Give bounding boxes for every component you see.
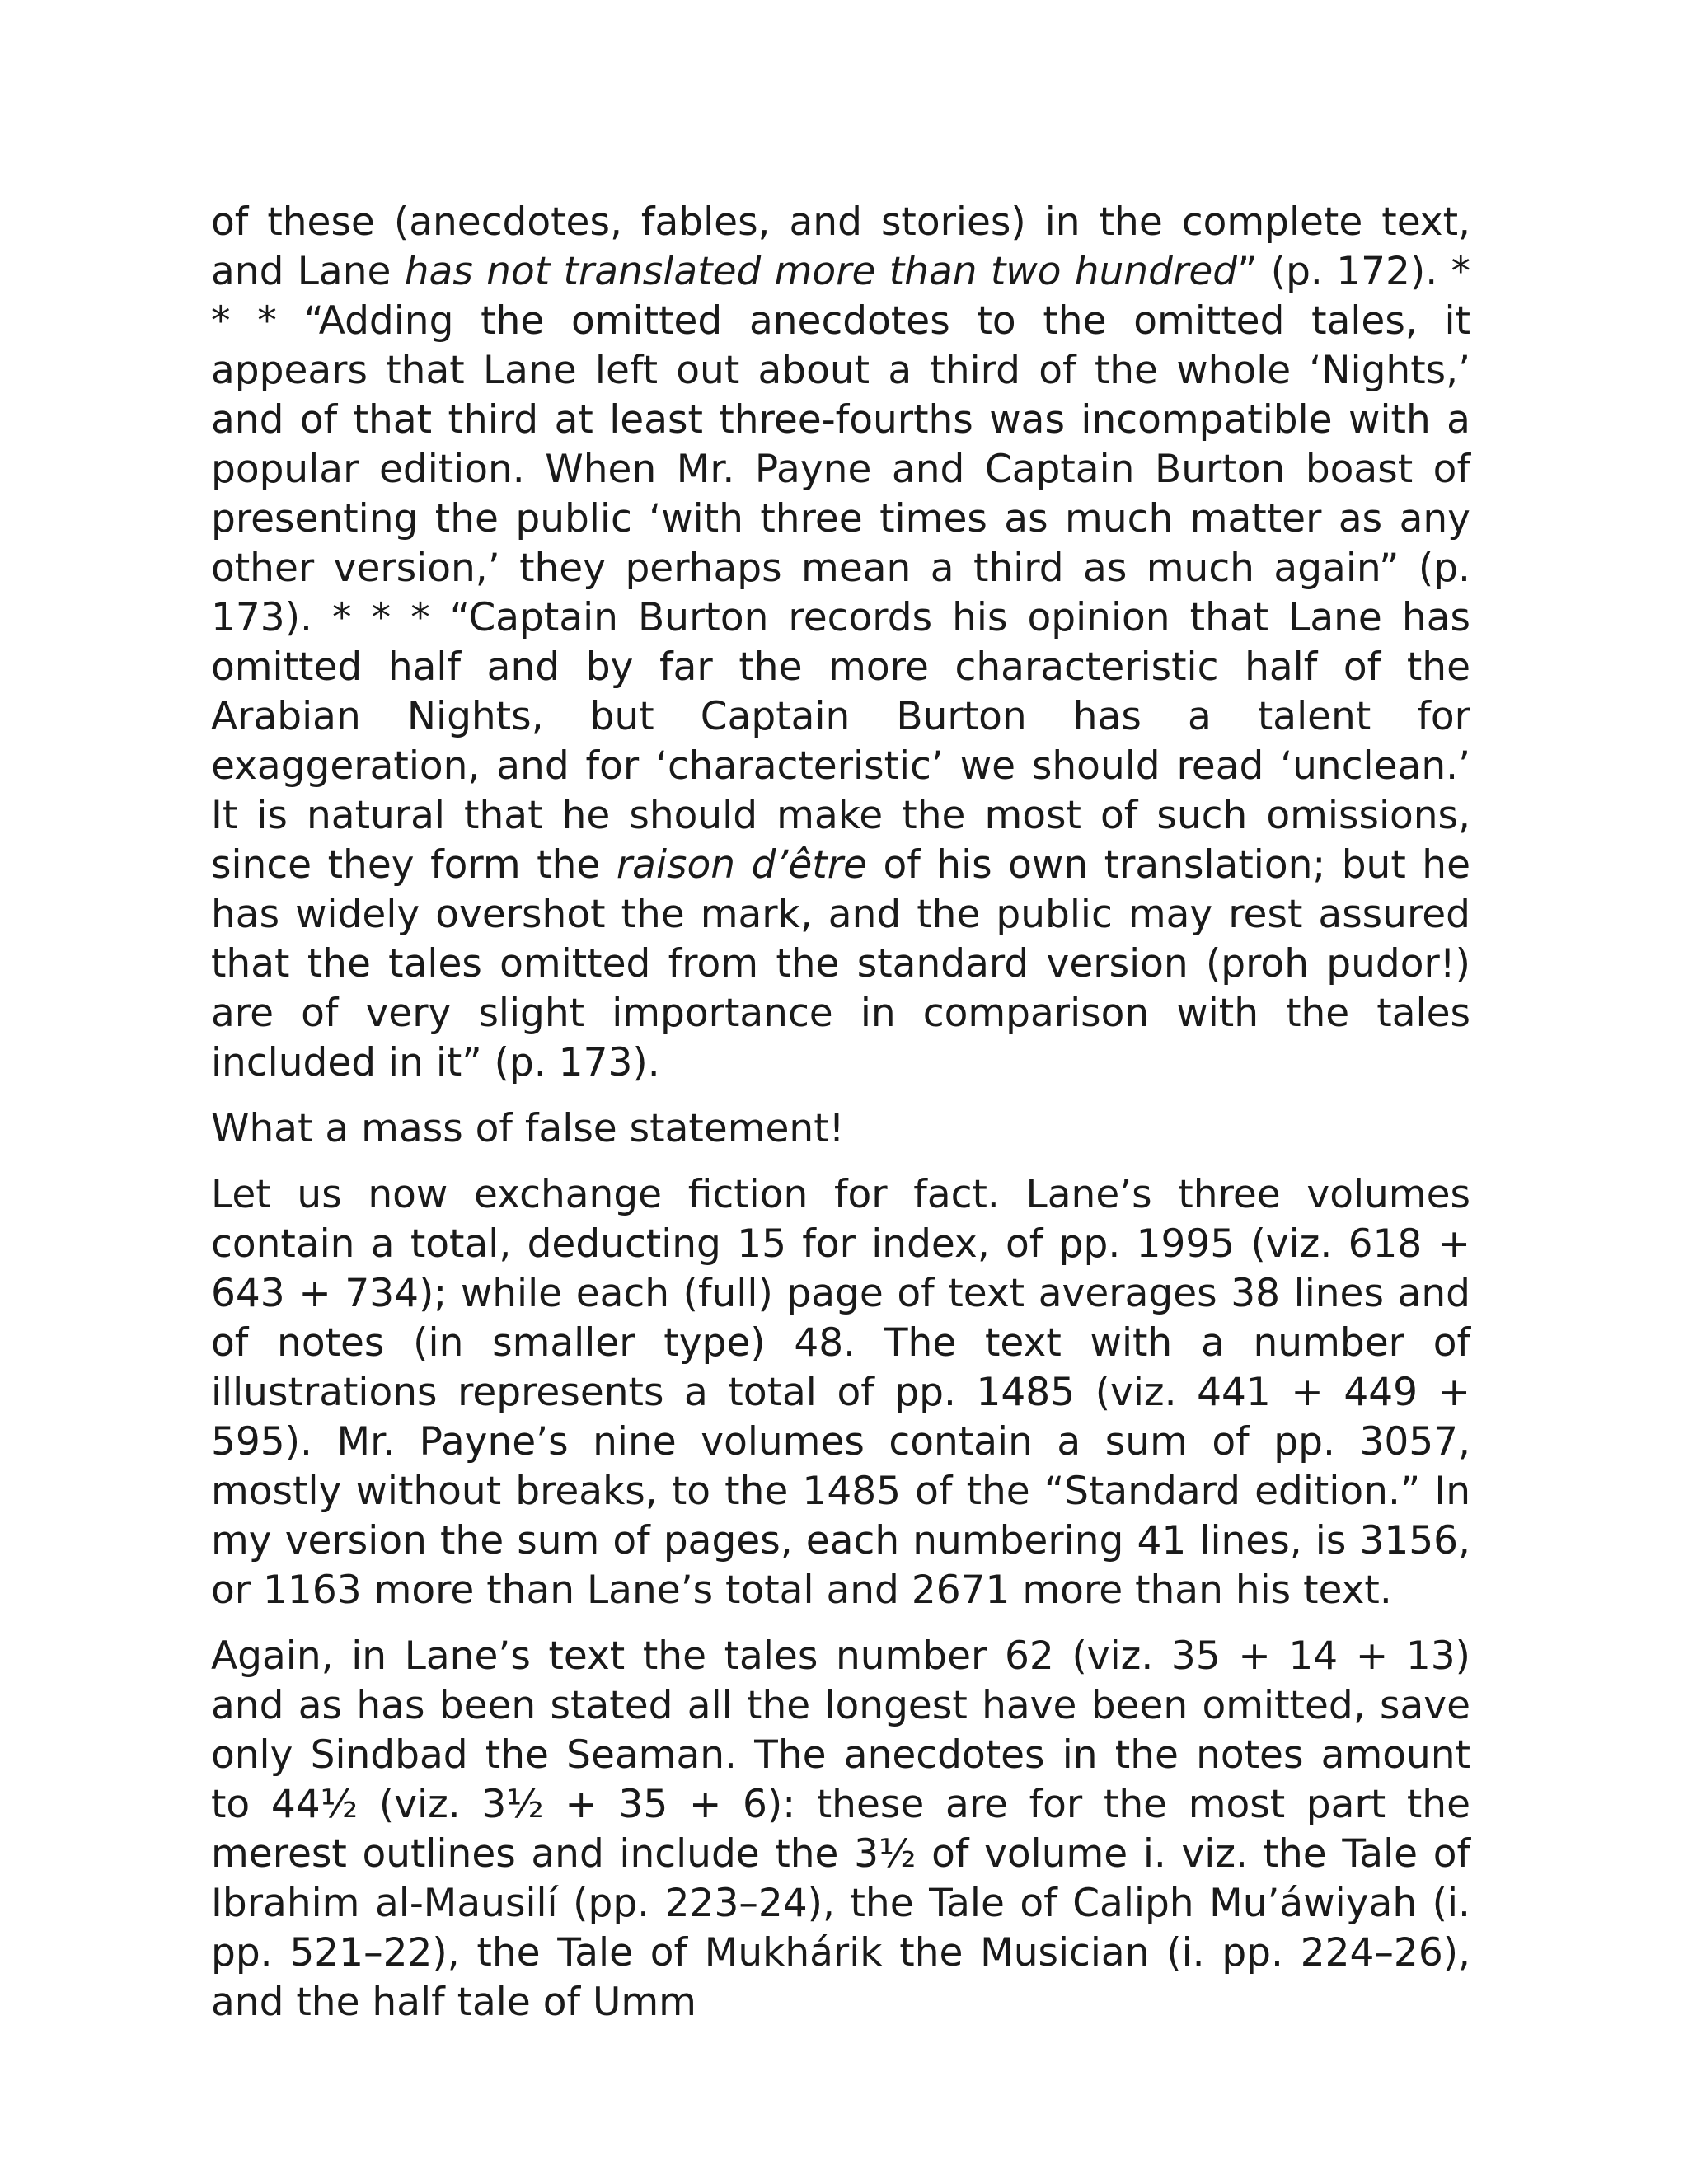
paragraph-2-text: What a mass of false statement! xyxy=(211,1106,845,1151)
paragraph-1-segment-3: ” (p. 172). * * * “Adding the omitted anecdotes to the omitted tales, it appears that Lane left out about a third of the whole ‘Nights,’ and of that third at least three-fourths was incompatible with a popular edition. When Mr. Payne and Captain Burton boast of presenting the public ‘with three times as much matter as any other version,’ they perhaps mean a third as much again” (p. 173). * * * “Captain Burton records his opinion that Lane has omitted half and by far the more characteristic half of the Arabian Nights, but Captain Burton has a talent for exaggeration, and for ‘characteristic’ we should read ‘unclean.’ It is natural that he should make the most of such omissions, since they form the xyxy=(211,249,1470,888)
page-body xyxy=(211,198,1470,2044)
paragraph-1-segment-1: of these (anecdotes, fables, and stories) in the complete text, and Lane xyxy=(211,199,1470,294)
paragraph-4 xyxy=(211,1632,1470,2027)
paragraph-4-text: Again, in Lane’s text the tales number 62 (viz. 35 + 14 + 13) and as has been stated all the longest have been omitted, save only Sindbad the Seaman. The anecdotes in the notes amount to 44½ (viz. 3½ + 35 + 6): these are for the most part the merest outlines and include the 3½ of volume i. viz. the Tale of Ibrahim al-Mausilí (pp. 223–24), the Tale of Caliph Mu’áwiyah (i. pp. 521–22), the Tale of Mukhárik the Musician (i. pp. 224–26), and the half tale of Umm xyxy=(211,1633,1470,2025)
paragraph-1 xyxy=(211,198,1470,1088)
paragraph-3-text: Let us now exchange fiction for fact. Lane’s three volumes contain a total, deducting 15 for index, of pp. 1995 (viz. 618 + 643 + 734); while each (full) page of text averages 38 lines and of notes (in smaller type) 48. The text with a number of illustrations represents a total of pp. 1485 (viz. 441 + 449 + 595). Mr. Payne’s nine volumes contain a sum of pp. 3057, mostly without breaks, to the 1485 of the “Standard edition.” In my version the sum of pages, each numbering 41 lines, is 3156, or 1163 more than Lane’s total and 2671 more than his text. xyxy=(211,1172,1470,1613)
paragraph-1-italic-term: raison d’être xyxy=(616,842,867,888)
paragraph-1-segment-5: of his own translation; but he has widely overshot the mark, and the public may rest assured that the tales omitted from the standard version (proh pudor!) are of very slight importance in comparison with the tales included in it” (p. 173). xyxy=(211,842,1470,1085)
paragraph-2 xyxy=(211,1104,1470,1154)
paragraph-3 xyxy=(211,1170,1470,1615)
paragraph-1-italic-phrase: has not translated more than two hundred xyxy=(404,249,1238,294)
